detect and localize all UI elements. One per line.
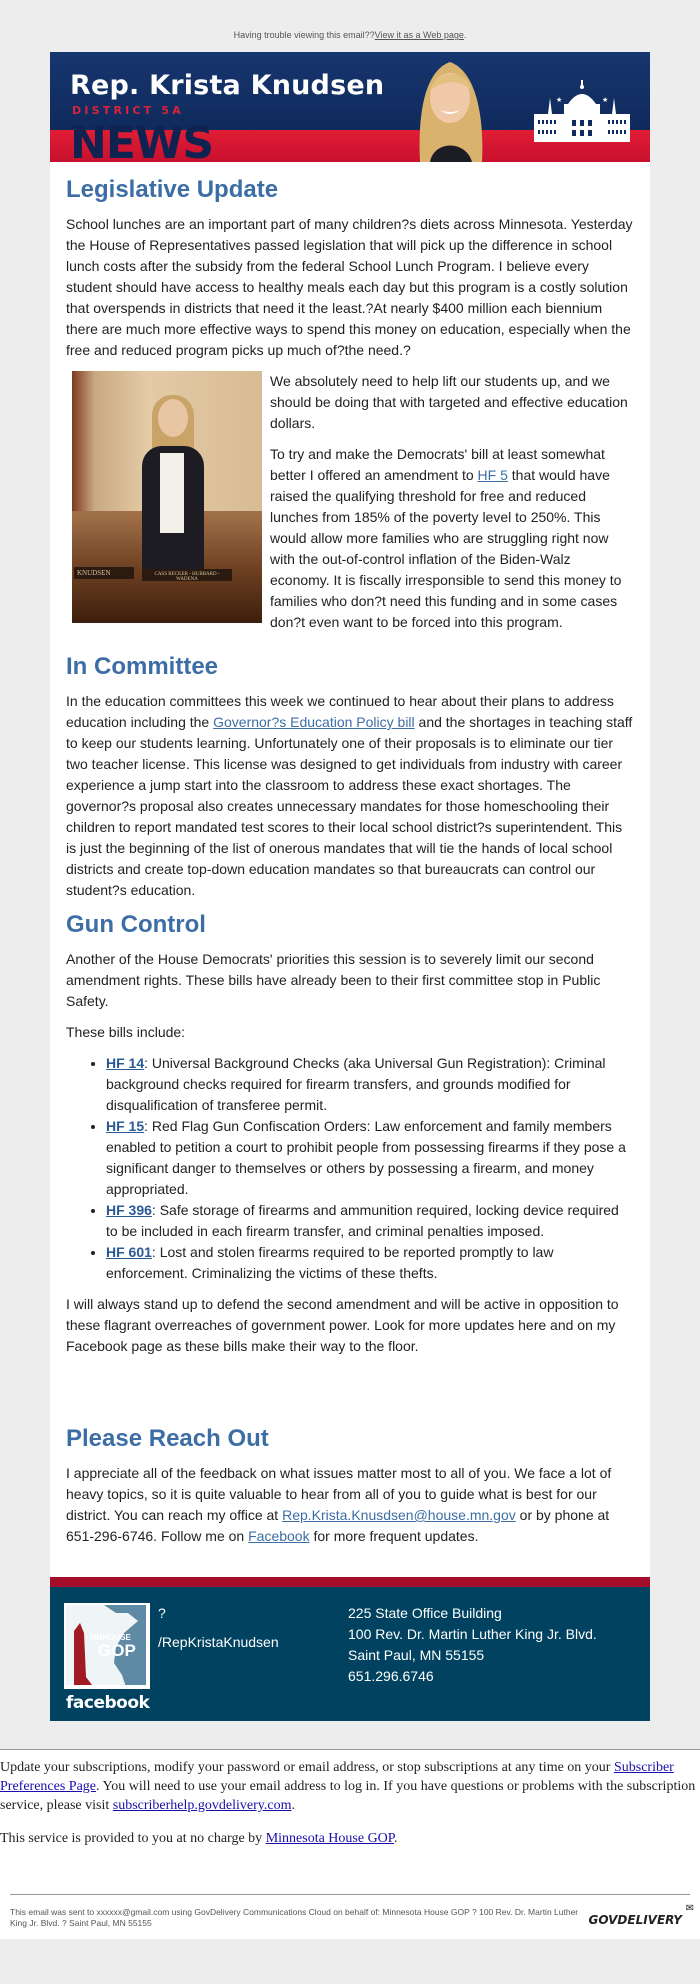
bill-text: : Red Flag Gun Confiscation Orders: Law enforcement and family members enabled to petition a court to prohibit people from possessing firearms if they pose a significant danger to themselves or others by possessing a firearm, and money appropriated.	[106, 1118, 626, 1197]
hf15-link[interactable]: HF 15	[106, 1118, 145, 1134]
legislative-update-heading: Legislative Update	[66, 176, 279, 203]
text-span: or by phone at 651-296-6746. Follow me on	[66, 1507, 610, 1544]
photo-district-plate: CASS BECKER - HUBBARD - WADENA	[142, 569, 232, 581]
text-span: .	[291, 1798, 295, 1813]
minnesota-house-gop-link[interactable]: Minnesota House GOP	[265, 1831, 395, 1846]
logo-text-mnhouse: MNHOUSE	[90, 1633, 131, 1642]
sent-to-text: This email was sent to xxxxxx@gmail.com using GovDelivery Communications Cloud on behalf of: Minnesota House GOP ? 100 Rev. Dr. Martin Luther King Jr. Blvd. ? Saint Paul, MN 55155	[10, 1907, 579, 1928]
text-span: .	[394, 1831, 398, 1846]
gun-paragraph-2: These bills include:	[66, 1024, 186, 1040]
subscription-text	[0, 1758, 700, 1815]
reach-paragraph	[66, 1463, 634, 1547]
govdelivery-footer	[0, 1872, 700, 1939]
hf601-link[interactable]: HF 601	[106, 1244, 152, 1260]
divider	[0, 1749, 700, 1750]
portrait-image	[400, 52, 500, 162]
legislative-paragraph-1: School lunches are an important part of many children?s diets across Minnesota. Yesterday the House of Representatives passed legislation that will pick up the difference in school lunch costs after the subsidy from the federal School Lunch Program. I believe every student should have access to healthy meals each day but this program is a costly solution that overspends in districts that need it the least.?At nearly $400 million each biennium there are much more effective ways to spend this money on education, especially when the free and reduced program picks up much of?the need.?	[66, 216, 633, 358]
facebook-handle[interactable]: /RepKristaKnudsen	[158, 1634, 279, 1650]
facebook-handle-column	[148, 1603, 348, 1707]
footer-contact	[50, 1587, 650, 1721]
text-span: . You will need to use your email address to log in. If you have questions or problems with the subscription service, please visit	[0, 1779, 696, 1813]
address-line: 225 State Office Building	[348, 1605, 502, 1621]
legislative-paragraph-2: We absolutely need to help lift our students up, and we should be doing that with targeted and effective education dollars.	[270, 373, 628, 431]
banner-name: Rep. Krista Knudsen	[70, 70, 385, 101]
subscription-legal	[0, 1749, 700, 1872]
preheader	[0, 0, 700, 52]
email-link[interactable]: Rep.Krista.Knusdsen@house.mn.gov	[282, 1507, 516, 1523]
banner-district: DISTRICT 5A	[72, 104, 184, 117]
photo-shirt	[160, 453, 184, 533]
subscriber-preferences-link[interactable]: Subscriber Preferences Page	[0, 1760, 674, 1794]
mn-house-gop-logo[interactable]	[64, 1603, 150, 1689]
bill-item	[106, 1116, 634, 1200]
address-line: Saint Paul, MN 55155	[348, 1647, 485, 1663]
text-span: I appreciate all of the feedback on what issues matter most to all of you. We face a lot of heavy topics, so it is quite valuable to hear from all of you to guide what is best for our district. You can reach my office at	[66, 1465, 612, 1523]
govdelivery-row	[10, 1903, 694, 1929]
spacer	[66, 1367, 634, 1425]
facebook-link[interactable]: Facebook	[248, 1528, 310, 1544]
logo-text-gop: GOP	[98, 1641, 136, 1660]
committee-paragraph	[66, 691, 634, 901]
text-span: This service is provided to you at no charge by	[0, 1831, 266, 1846]
in-committee-heading: In Committee	[66, 653, 219, 680]
bills-list	[106, 1053, 634, 1284]
photo-text-block	[66, 371, 634, 643]
footer-red-bar	[50, 1577, 650, 1587]
text-span: that would have raised the qualifying threshold for free and reduced lunches from 185% of the poverty level to 250%. This would allow more families who are struggling right now with the out-of-control inflation of the Biden-Walz economy. It is fiscally irresponsible to send this money to families who don?t need this funding and in some cases don?t even want to be forced into this program.	[270, 467, 622, 630]
gun-paragraph-3: I will always stand up to defend the second amendment and will be active in opposition to these flagrant overreaches of government power. Look for more updates here and on my Facebook page as these bills make their way to the floor.	[66, 1296, 619, 1354]
bill-item	[106, 1242, 634, 1284]
text-span: To try and make the Democrats' bill at least somewhat better I offered an amendment to	[270, 446, 605, 483]
hf396-link[interactable]: HF 396	[106, 1202, 152, 1218]
view-web-page-link[interactable]: View it as a Web page	[374, 30, 464, 40]
gun-control-heading: Gun Control	[66, 911, 206, 938]
bill-text: : Safe storage of firearms and ammunition required, locking device required to be included in each firearm transfer, and criminal penalties imposed.	[106, 1202, 619, 1239]
gun-paragraph-1: Another of the House Democrats' priorities this session is to severely limit our second amendment rights. These bills have already been to their first committee stop in Public Safety.	[66, 951, 601, 1009]
preheader-suffix: .	[463, 30, 467, 40]
svg-text:★: ★	[556, 97, 563, 104]
facebook-label: facebook	[66, 1693, 150, 1713]
divider	[10, 1894, 690, 1895]
hf14-link[interactable]: HF 14	[106, 1055, 145, 1071]
email-content	[50, 162, 650, 1577]
text-span: for more frequent updates.	[309, 1528, 479, 1544]
bill-text: : Universal Background Checks (aka Universal Gun Registration): Criminal background checks required for firearm transfers, and grounds modified for disqualification of transferee permit.	[106, 1055, 606, 1113]
svg-text:★: ★	[602, 97, 609, 104]
address-line: 100 Rev. Dr. Martin Luther King Jr. Blvd.	[348, 1626, 597, 1642]
facebook-logo-block[interactable]	[64, 1603, 150, 1713]
bill-item	[106, 1053, 634, 1116]
bill-text: : Lost and stolen firearms required to be reported promptly to law enforcement. Criminalizing the victims of these thefts.	[106, 1244, 554, 1281]
please-reach-out-heading: Please Reach Out	[66, 1425, 269, 1452]
hf5-link[interactable]: HF 5	[477, 467, 508, 483]
banner-news: NEWS	[70, 118, 214, 162]
office-address	[348, 1603, 597, 1707]
subscriber-help-link[interactable]: subscriberhelp.govdelivery.com	[112, 1798, 292, 1813]
govdelivery-logo-text: GOVDELIVERY	[588, 1913, 682, 1927]
text-span: Update your subscriptions, modify your password or email address, or stop subscriptions at any time on your	[0, 1760, 614, 1775]
preheader-text: Having trouble viewing this email??	[233, 30, 375, 40]
bottom-gap	[0, 1721, 700, 1749]
envelope-icon: ✉	[685, 1903, 694, 1914]
email-container	[50, 52, 650, 1721]
footer-question-mark: ?	[158, 1605, 166, 1621]
house-floor-photo	[72, 371, 262, 623]
photo-nameplate: KNUDSEN	[74, 567, 134, 579]
capitol-icon	[534, 80, 630, 142]
text-span: In the education committees this week we continued to hear about their plans to address education including the	[66, 693, 614, 730]
text-span: and the shortages in teaching staff to keep our students learning. Unfortunately one of their proposals is to eliminate our tier two teacher license. This license was designed to get individuals from industry with career experience a jump start into the classroom to address these exact shortages. The governor?s proposal also creates unnecessary mandates for those homeschooling their children to report mandated test scores to their local school district?s superintendent. This is just the beginning of the list of onerous mandates that will tie the hands of local school districts and create top-down education mandates so that bureaucrats can control our student?s education.	[66, 714, 633, 898]
service-provider-text	[0, 1829, 700, 1848]
govdelivery-logo[interactable]	[588, 1903, 694, 1927]
header-banner	[50, 52, 650, 162]
address-phone: 651.296.6746	[348, 1668, 434, 1684]
governors-education-policy-link[interactable]: Governor?s Education Policy bill	[213, 714, 415, 730]
bill-item	[106, 1200, 634, 1242]
photo-head	[158, 399, 188, 437]
